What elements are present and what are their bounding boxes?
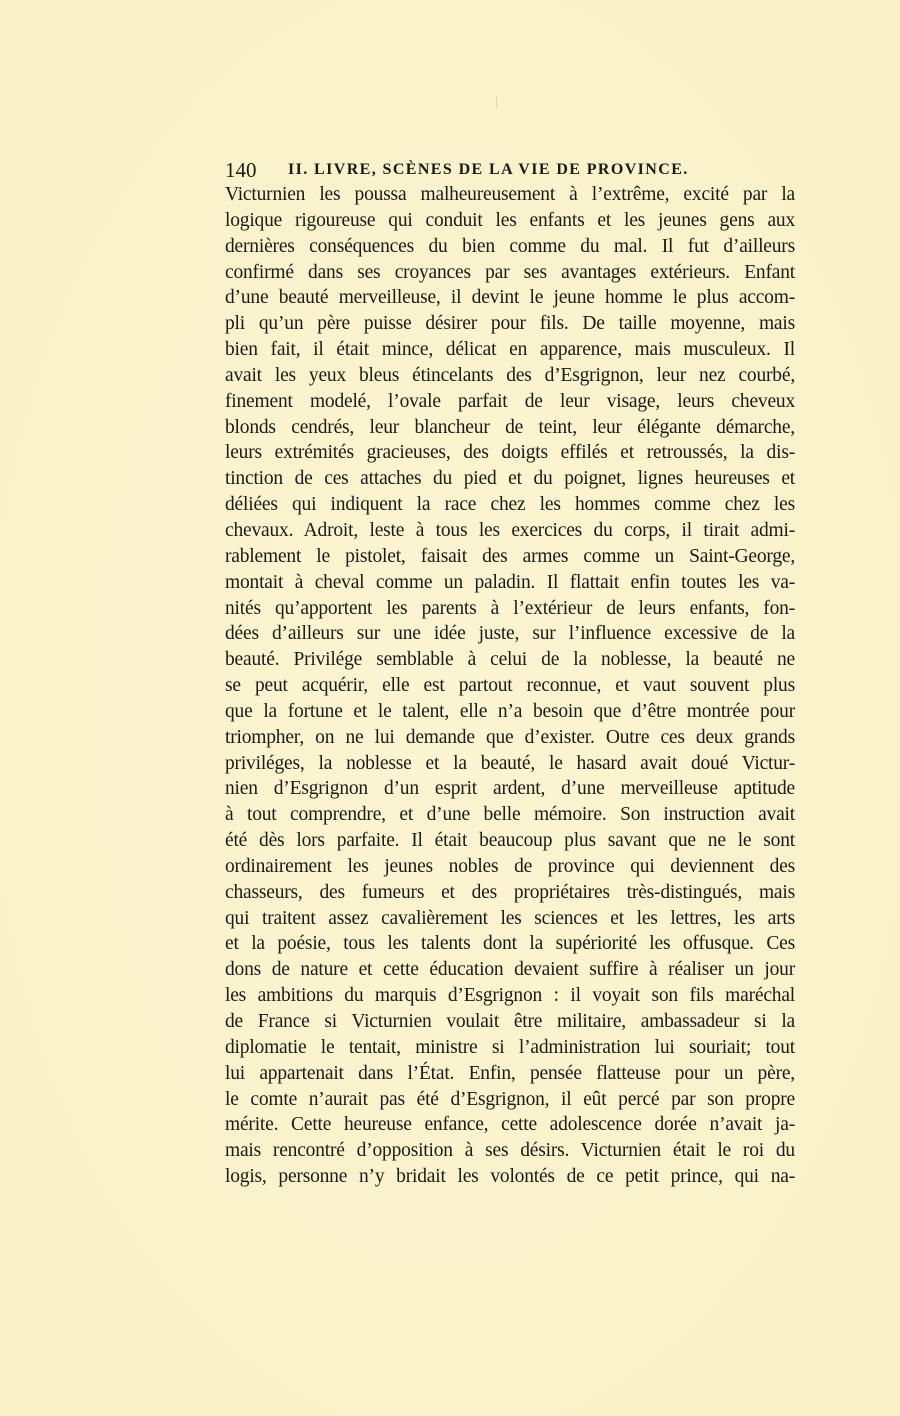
text-line: priviléges, la noblesse et la beauté, le hasard avait doué Victur- (225, 752, 795, 774)
text-line: chevaux. Adroit, leste à tous les exercices du corps, il tirait admi- (225, 519, 795, 541)
text-line: tinction de ces attaches du pied et du poignet, lignes heureuses et (225, 468, 795, 490)
page-header (225, 158, 795, 184)
text-line: diplomatie le tentait, ministre si l’administration lui souriait; tout (225, 1036, 795, 1058)
text-line: montait à cheval comme un paladin. Il flattait enfin toutes les va- (225, 571, 795, 593)
text-line: logis, personne n’y bridait les volontés de ce petit prince, qui na- (225, 1166, 795, 1188)
text-line: mais rencontré d’opposition à ses désirs. Victurnien était le roi du (225, 1140, 795, 1162)
text-line: blonds cendrés, leur blancheur de teint, leur élégante démarche, (225, 416, 795, 438)
text-line: logique rigoureuse qui conduit les enfants et les jeunes gens aux (225, 209, 795, 231)
text-line: avait les yeux bleus étincelants des d’Esgrignon, leur nez courbé, (225, 364, 795, 386)
text-line: déliées qui indiquent la race chez les hommes comme chez les (225, 494, 795, 516)
body-text (225, 182, 795, 1190)
text-line: qui traitent assez cavalièrement les sciences et les lettres, les arts (225, 907, 795, 929)
text-line: Victurnien les poussa malheureusement à l’extrême, excité par la (225, 184, 795, 205)
text-line: triompher, on ne lui demande que d’exister. Outre ces deux grands (225, 726, 795, 748)
text-line: et la poésie, tous les talents dont la supériorité les offusque. Ces (225, 933, 795, 955)
running-title: II. LIVRE, SCÈNES DE LA VIE DE PROVINCE. (288, 161, 689, 178)
text-line: bien fait, il était mince, délicat en apparence, mais musculeux. Il (225, 339, 795, 361)
text-line: à tout comprendre, et d’une belle mémoire. Son instruction avait (225, 804, 795, 826)
text-line: beauté. Privilége semblable à celui de la noblesse, la beauté ne (225, 649, 795, 671)
text-line: finement modelé, l’ovale parfait de leur visage, leurs cheveux (225, 390, 795, 412)
text-line: se peut acquérir, elle est partout reconnue, et vaut souvent plus (225, 675, 795, 697)
text-line: dées d’ailleurs sur une idée juste, sur l’influence excessive de la (225, 623, 795, 645)
text-line: nien d’Esgrignon d’un esprit ardent, d’une merveilleuse aptitude (225, 778, 795, 800)
text-line: chasseurs, des fumeurs et des propriétaires très-distingués, mais (225, 881, 795, 903)
text-line: d’une beauté merveilleuse, il devint le jeune homme le plus accom- (225, 287, 795, 309)
text-line: leurs extrémités gracieuses, des doigts effilés et retroussés, la dis- (225, 442, 795, 464)
page-blemish (496, 96, 497, 108)
text-line: que la fortune et le talent, elle n’a besoin que d’être montrée pour (225, 700, 795, 722)
text-line: pli qu’un père puisse désirer pour fils. De taille moyenne, mais (225, 313, 795, 335)
text-line: mérite. Cette heureuse enfance, cette adolescence dorée n’avait ja- (225, 1114, 795, 1136)
text-line: dernières conséquences du bien comme du mal. Il fut d’ailleurs (225, 235, 795, 257)
text-line: lui appartenait dans l’État. Enfin, pensée flatteuse pour un père, (225, 1062, 795, 1084)
text-line: été dès lors parfaite. Il était beaucoup plus savant que ne le sont (225, 830, 795, 852)
text-line: dons de nature et cette éducation devaient suffire à réaliser un jour (225, 959, 795, 981)
page-number: 140 (225, 158, 257, 182)
text-line: nités qu’apportent les parents à l’extérieur de leurs enfants, fon- (225, 597, 795, 619)
text-line: les ambitions du marquis d’Esgrignon : il voyait son fils maréchal (225, 985, 795, 1007)
text-line: le comte n’aurait pas été d’Esgrignon, il eût percé par son propre (225, 1088, 795, 1110)
text-line: rablement le pistolet, faisait des armes comme un Saint-George, (225, 545, 795, 567)
text-line: de France si Victurnien voulait être militaire, ambassadeur si la (225, 1011, 795, 1032)
text-line: confirmé dans ses croyances par ses avantages extérieurs. Enfant (225, 261, 795, 283)
text-line: ordinairement les jeunes nobles de province qui deviennent des (225, 855, 795, 877)
